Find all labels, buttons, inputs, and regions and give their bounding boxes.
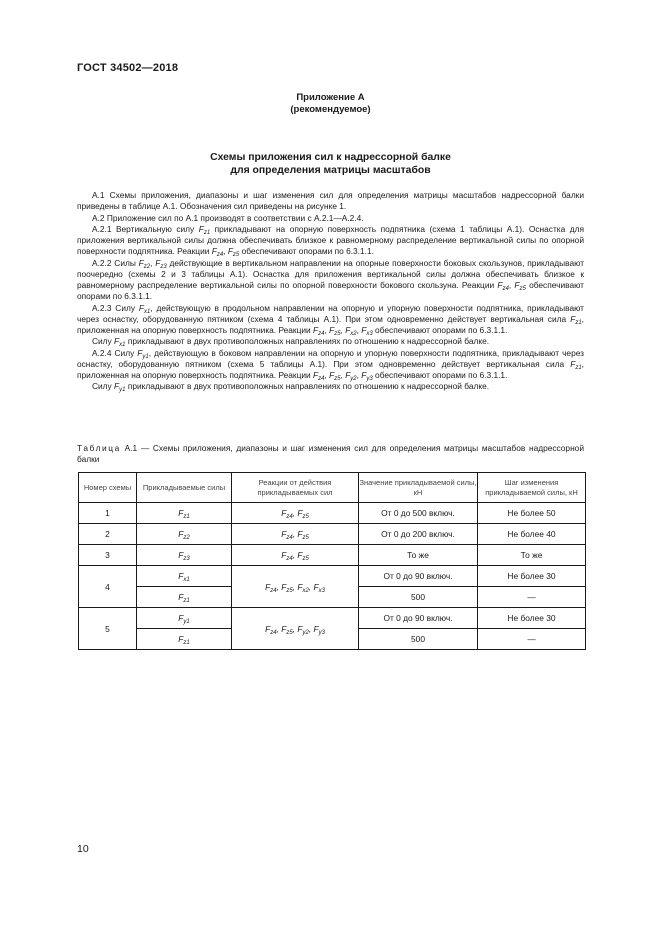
force-step: Не более 50 — [478, 503, 586, 524]
force-value: 500 — [359, 629, 478, 650]
force-symbol: $F_{z1}$ — [178, 508, 190, 520]
table-row — [79, 545, 586, 566]
paragraph: А.2.2 Силы $F_{z2}$, $F_{z3}$ действующие в вертикальном направлении на опорные поверхности боковых скользунов, прикладывают поочередно (схемы 2 и 3 таблицы А.1). Оснастка для приложения вертикальной силы должна обеспечивать близкое к равномерному распределение вертикальной силы по опорной поверхности бокового скользуна. Реакции $F_{z4}$, $F_{z5}$ обеспечивают опорами по 6.3.1.1. — [77, 257, 585, 302]
applied-force — [137, 566, 232, 587]
applied-force — [137, 587, 232, 608]
table-header-row — [79, 473, 586, 503]
applied-force — [137, 524, 232, 545]
paragraph: Силу $F_{x1}$ прикладывают в двух противоположных направлениях по отношению к надрессорной балке. — [92, 336, 490, 349]
reactions — [232, 566, 359, 608]
scheme-number: 4 — [79, 566, 137, 608]
reactions — [232, 608, 359, 650]
header-cell: Номер схемы — [79, 473, 137, 503]
scheme-number: 2 — [79, 524, 137, 545]
reactions — [232, 524, 359, 545]
table-caption — [77, 443, 584, 466]
reaction-symbols: $F_{z4}$, $F_{z5}$, $F_{y2}$, $F_{y3}$ — [265, 623, 325, 636]
paragraph: А.2.1 Вертикальную силу $F_{z1}$ прикладывают на опорную поверхность подпятника (схема 1 таблицы А.1). Оснастка для приложения вертикальной силы должна обеспечивать близкое к равномерному распределение вертикальной силы по опорной поверхности подпятника. Реакции $F_{z4}$, $F_{z5}$ обеспечивают опорами по 6.3.1.1. — [77, 223, 584, 259]
paragraph: А.2.4 Силу $F_{y1}$, действующую в боковом направлении на опорную и упорную поверхности подпятника, прикладывают через оснастку, оборудованную пятником (схема 5 таблицы А.1). При этом одновременно действует вертикальная сила $F_{z1}$, приложенная на опорную поверхность подпятника. Реакции $F_{z4}$, $F_{z5}$, $F_{y2}$, $F_{y3}$ обеспечивают опорами по 6.3.1.1. — [77, 347, 584, 382]
forces-table — [78, 472, 586, 650]
force-step: Не более 40 — [478, 524, 586, 545]
annex-note: (рекомендуемое) — [290, 104, 371, 115]
applied-force — [137, 503, 232, 524]
scheme-number: 5 — [79, 608, 137, 650]
applied-force — [137, 545, 232, 566]
reaction-symbols: $F_{z4}$, $F_{z5}$, $F_{x2}$, $F_{x3}$ — [265, 581, 325, 594]
force-value: От 0 до 200 включ. — [359, 524, 478, 545]
reaction-symbols: $F_{z4}$, $F_{z5}$ — [281, 550, 309, 562]
paragraph: А.2 Приложение сил по А.1 производят в соответствии с А.2.1—А.2.4. — [92, 212, 364, 223]
force-value: 500 — [359, 587, 478, 608]
force-step: Не более 30 — [478, 608, 586, 629]
force-value: От 0 до 500 включ. — [359, 503, 478, 524]
table-row — [79, 524, 586, 545]
force-step: То же — [478, 545, 586, 566]
reactions — [232, 545, 359, 566]
scheme-number: 3 — [79, 545, 137, 566]
reactions — [232, 503, 359, 524]
header-cell: Реакции от действия прикладываемых сил — [232, 473, 359, 503]
force-symbol: $F_{x1}$ — [178, 571, 190, 583]
table-caption-label: Таблица — [77, 443, 121, 453]
force-step: — — [478, 629, 586, 650]
paragraph: Силу $F_{y1}$ прикладывают в двух противоположных направлениях по отношению к надрессорной балке. — [92, 381, 490, 394]
header-cell: Значение прикладываемой силы, кН — [359, 473, 478, 503]
header-cell: Шаг изменения прикладываемой силы, кН — [478, 473, 586, 503]
applied-force — [137, 629, 232, 650]
scheme-number: 1 — [79, 503, 137, 524]
force-symbol: $F_{y1}$ — [178, 613, 190, 625]
table-caption-text: А.1 — Схемы приложения, диапазоны и шаг изменения сил для определения матрицы масштабов надрессорной балки — [77, 443, 584, 465]
force-value: От 0 до 90 включ. — [359, 608, 478, 629]
body-text — [77, 190, 584, 393]
force-step: Не более 30 — [478, 566, 586, 587]
document-header: ГОСТ 34502—2018 — [77, 62, 179, 74]
table-row — [79, 608, 586, 629]
applied-force — [137, 608, 232, 629]
table-row — [79, 566, 586, 587]
force-symbol: $F_{z1}$ — [178, 634, 190, 646]
section-title-line1: Схемы приложения сил к надрессорной балке — [210, 152, 451, 163]
force-symbol: $F_{z3}$ — [178, 550, 190, 562]
force-symbol: $F_{z1}$ — [178, 592, 190, 604]
force-value: От 0 до 90 включ. — [359, 566, 478, 587]
annex-title: Приложение А — [296, 92, 365, 103]
paragraph: А.1 Схемы приложения, диапазоны и шаг изменения сил для определения матрицы масштабов надрессорной балки приведены в таблице А.1. Обозначения сил приведены на рисунке 1. — [77, 190, 584, 212]
force-step: — — [478, 587, 586, 608]
header-cell: Прикладываемые силы — [137, 473, 232, 503]
section-title-line2: для определения матрицы масштабов — [230, 165, 431, 176]
reaction-symbols: $F_{z4}$, $F_{z5}$ — [281, 529, 309, 541]
force-symbol: $F_{z2}$ — [178, 529, 190, 541]
paragraph: А.2.3 Силу $F_{x1}$, действующую в продольном направлении на опорную и упорную поверхности подпятника, прикладывают через оснастку, оборудованную пятником (схема 4 таблицы А.1). При этом одновременно действует вертикальная сила $F_{z1}$, приложенная на опорную поверхность подпятника. Реакции $F_{z4}$, $F_{z5}$, $F_{x2}$, $F_{x3}$ обеспечивают опорами по 6.3.1.1. — [77, 302, 584, 337]
force-value: То же — [359, 545, 478, 566]
table-row — [79, 503, 586, 524]
page-number: 10 — [77, 843, 89, 855]
reaction-symbols: $F_{z4}$, $F_{z5}$ — [281, 508, 309, 520]
